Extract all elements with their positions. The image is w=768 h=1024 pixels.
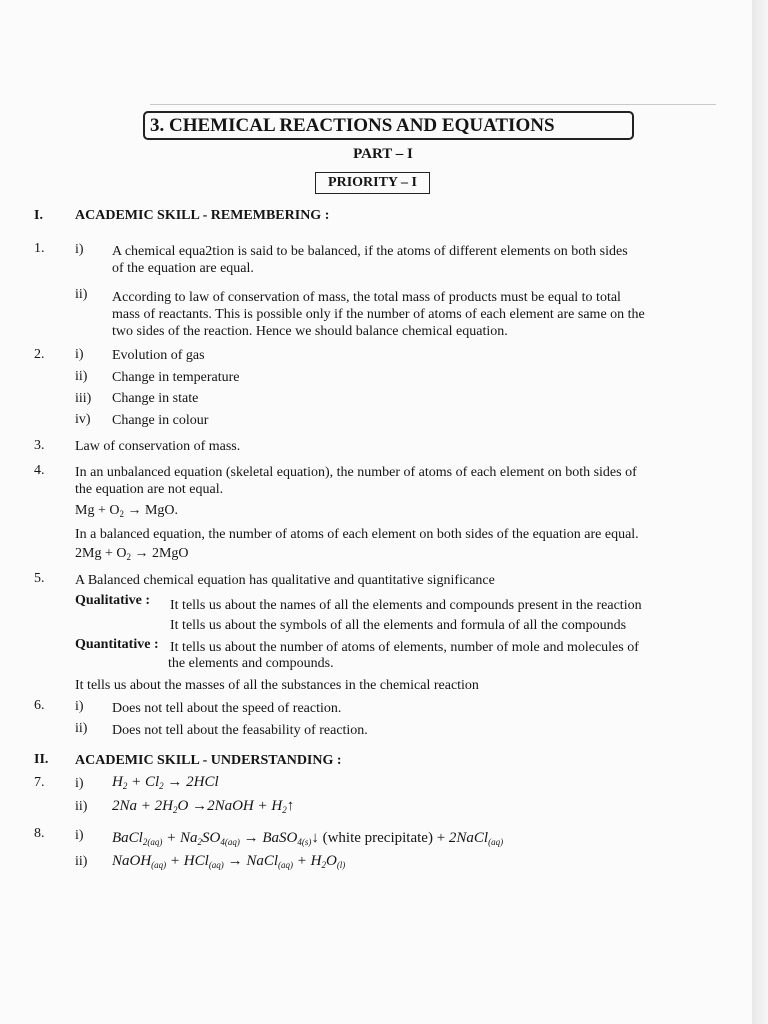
item-marker: i) xyxy=(75,776,84,791)
answer-text: In a balanced equation, the number of atoms of each element on both sides of the equation are equal. xyxy=(75,527,639,542)
quantitative-label: Quantitative : xyxy=(75,637,159,652)
chemical-equation: $Mg + O_2$ → MgO. xyxy=(75,503,179,519)
question-number: 6. xyxy=(34,698,45,713)
question-number: 5. xyxy=(34,571,45,586)
list-item: Evolution of gas xyxy=(112,348,205,363)
item-marker: ii) xyxy=(75,799,88,814)
item-marker: iv) xyxy=(75,412,91,427)
answer-text: mass of reactants. This is possible only if the number of atoms of each element are same on the xyxy=(112,307,645,322)
list-item: Does not tell about the speed of reaction. xyxy=(112,701,342,716)
item-marker: i) xyxy=(75,699,84,714)
section-number: I. xyxy=(34,208,43,223)
answer-text: A Balanced chemical equation has qualitative and quantitative significance xyxy=(75,573,495,588)
chemical-equation: $2Mg + O_2 \to 2MgO$ xyxy=(75,546,189,562)
list-item: Change in state xyxy=(112,391,199,406)
section-heading: ACADEMIC SKILL - REMEMBERING : xyxy=(75,208,330,223)
item-marker: ii) xyxy=(75,287,88,302)
chapter-title: 3. CHEMICAL REACTIONS AND EQUATIONS xyxy=(143,111,634,140)
part-heading: PART – I xyxy=(353,146,413,162)
section-heading: ACADEMIC SKILL - UNDERSTANDING : xyxy=(75,753,342,768)
question-number: 3. xyxy=(34,438,45,453)
header-rule xyxy=(150,104,716,105)
question-number: 2. xyxy=(34,347,45,362)
item-marker: i) xyxy=(75,828,84,843)
item-marker: ii) xyxy=(75,721,88,736)
answer-text: the elements and compounds. xyxy=(168,656,334,671)
priority-label: PRIORITY – I xyxy=(315,172,430,194)
page-edge-shadow xyxy=(752,0,768,1024)
question-number: 8. xyxy=(34,826,45,841)
list-item: Does not tell about the feasability of reaction. xyxy=(112,723,368,738)
question-number: 7. xyxy=(34,775,45,790)
item-marker: i) xyxy=(75,242,84,257)
answer-text: In an unbalanced equation (skeletal equation), the number of atoms of each element on both sides of xyxy=(75,465,637,480)
answer-text: Law of conservation of mass. xyxy=(75,439,241,454)
answer-text: It tells us about the symbols of all the elements and formula of all the compounds xyxy=(170,618,627,633)
answer-text: It tells us about the names of all the elements and compounds present in the reaction xyxy=(170,598,642,613)
item-marker: iii) xyxy=(75,391,92,406)
list-item: Change in temperature xyxy=(112,370,240,385)
chemical-equation: $2Na + 2H_2O$ →2NaOH + $H_2↑$ xyxy=(112,798,295,815)
qualitative-label: Qualitative : xyxy=(75,593,151,608)
chemical-equation: BaCl$_{2(aq)}$ + $Na_2SO_{4(aq)}$ → BaSO$_{4(s)}$↓ (white precipitate) + 2NaCl$_{(aq)}$ xyxy=(112,830,504,847)
question-number: 1. xyxy=(34,241,45,256)
question-number: 4. xyxy=(34,463,45,478)
answer-text: According to law of conservation of mass, the total mass of products must be equal to total xyxy=(112,290,621,305)
answer-text: two sides of the reaction. Hence we should balance chemical equation. xyxy=(112,324,508,339)
answer-text: It tells us about the number of atoms of elements, number of mole and molecules of xyxy=(170,640,639,655)
answer-text: It tells us about the masses of all the substances in the chemical reaction xyxy=(75,678,479,693)
answer-text: the equation are not equal. xyxy=(75,482,224,497)
item-marker: ii) xyxy=(75,854,88,869)
list-item: Change in colour xyxy=(112,413,209,428)
answer-text: of the equation are equal. xyxy=(112,261,254,276)
chemical-equation: $H_2 + Cl_2 \to 2HCl$ xyxy=(112,774,219,791)
chemical-equation: NaOH$_{(aq)}$ + HCl$_{(aq)}$ → NaCl$_{(aq)}$ + $H_2O_{(l)}$ xyxy=(112,853,346,870)
section-number: II. xyxy=(34,752,49,767)
item-marker: i) xyxy=(75,347,84,362)
answer-text: A chemical equa2tion is said to be balanced, if the atoms of different elements on both sides xyxy=(112,244,628,259)
item-marker: ii) xyxy=(75,369,88,384)
